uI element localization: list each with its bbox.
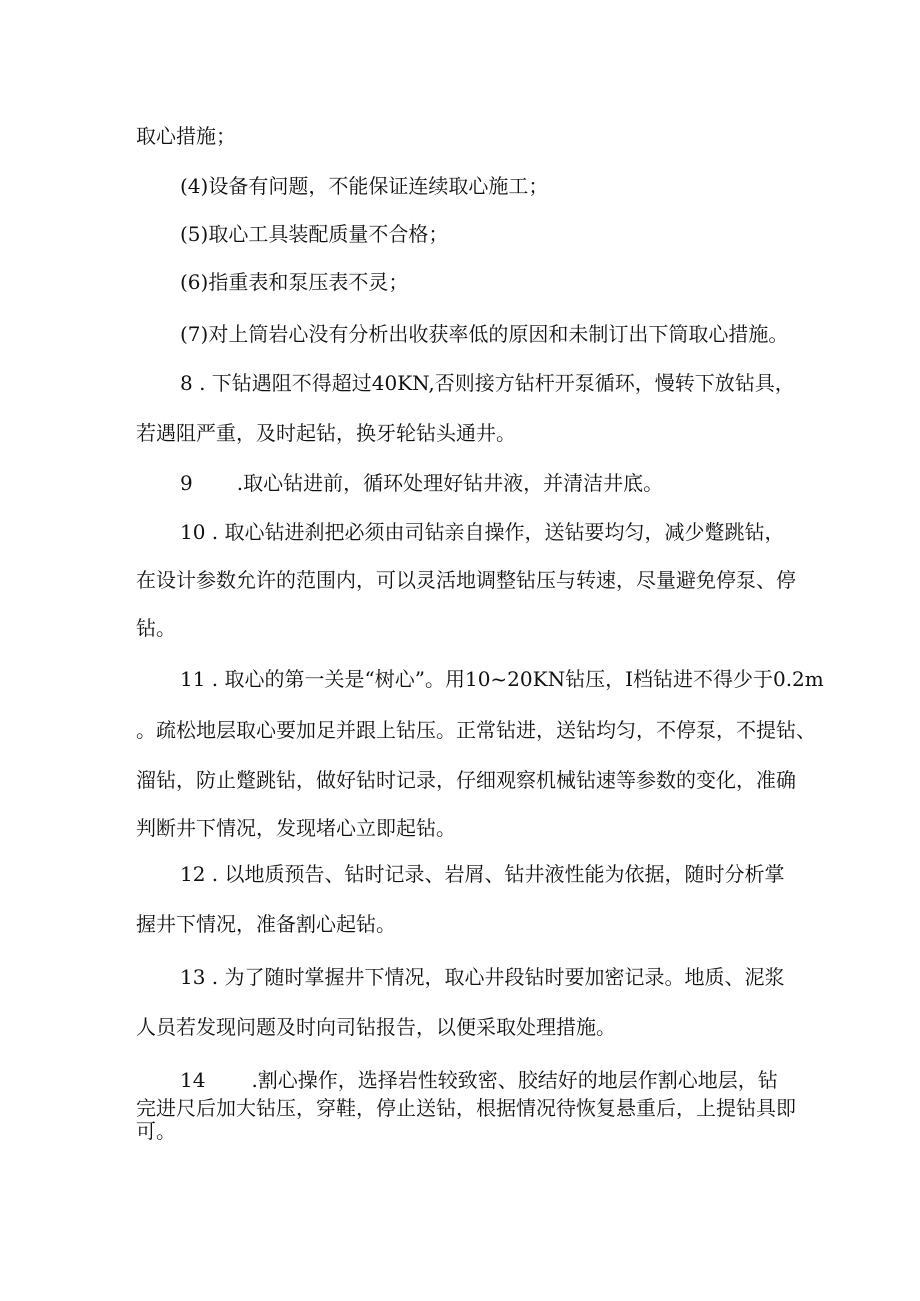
item-number: 14 <box>180 1068 206 1092</box>
text-line: 。疏松地层取心要加足并跟上钻压。正常钻进，送钻均匀，不停泵，不提钻、 <box>136 718 816 742</box>
item-text: .割心操作，选择岩性较致密、胶结好的地层作割心地层，钻 <box>251 1068 778 1092</box>
text-line: 若遇阻严重，及时起钻，换牙轮钻头通井。 <box>136 421 516 445</box>
text-line: 11 . 取心的第一关是“树心”。用10~20KN钻压，I档钻进不得少于0.2m <box>180 667 824 691</box>
text-line: 溜钻，防止蹩跳钻，做好钻时记录，仔细观察机械钻速等参数的变化，准确 <box>136 768 796 792</box>
text-line: 钻。 <box>136 616 176 640</box>
text-line: (5)取心工具装配质量不合格； <box>180 222 449 246</box>
text-line: (6)指重表和泵压表不灵； <box>180 270 409 294</box>
text-line: 10 . 取心钻进刹把必须由司钻亲自操作，送钻要均匀，减少蹩跳钻， <box>180 520 785 544</box>
text-line: 在设计参数允许的范围内，可以灵活地调整钻压与转速，尽量避免停泵、停 <box>136 568 796 592</box>
text-line: 判断井下情况，发现堵心立即起钻。 <box>136 816 456 840</box>
text-line: 取心措施； <box>136 124 236 148</box>
text-line: 13 . 为了随时掌握井下情况，取心井段钻时要加密记录。地质、泥浆 <box>180 965 785 989</box>
text-line: 8 . 下钻遇阻不得超过40KN,否则接方钻杆开泵循环，慢转下放钻具， <box>180 371 795 395</box>
text-line: (7)对上筒岩心没有分析出收获率低的原因和未制订出下筒取心措施。 <box>180 322 789 346</box>
item-number: 9 <box>180 471 193 495</box>
text-line: 可。 <box>136 1119 176 1143</box>
item-text: .取心钻进前，循环处理好钻井液，并清洁井底。 <box>236 471 664 495</box>
text-line: 完进尺后加大钻压，穿鞋，停止送钻，根据情况待恢复悬重后，上提钻具即 <box>136 1096 796 1120</box>
text-line <box>180 1066 778 1094</box>
text-line: 12 . 以地质预告、钻时记录、岩屑、钻井液性能为依据，随时分析掌 <box>180 862 785 886</box>
text-line: (4)设备有问题，不能保证连续取心施工； <box>180 174 549 198</box>
text-line: 人员若发现问题及时向司钻报告，以便采取处理措施。 <box>136 1015 616 1039</box>
text-line <box>180 469 663 497</box>
text-line: 握井下情况，准备割心起钻。 <box>136 912 396 936</box>
